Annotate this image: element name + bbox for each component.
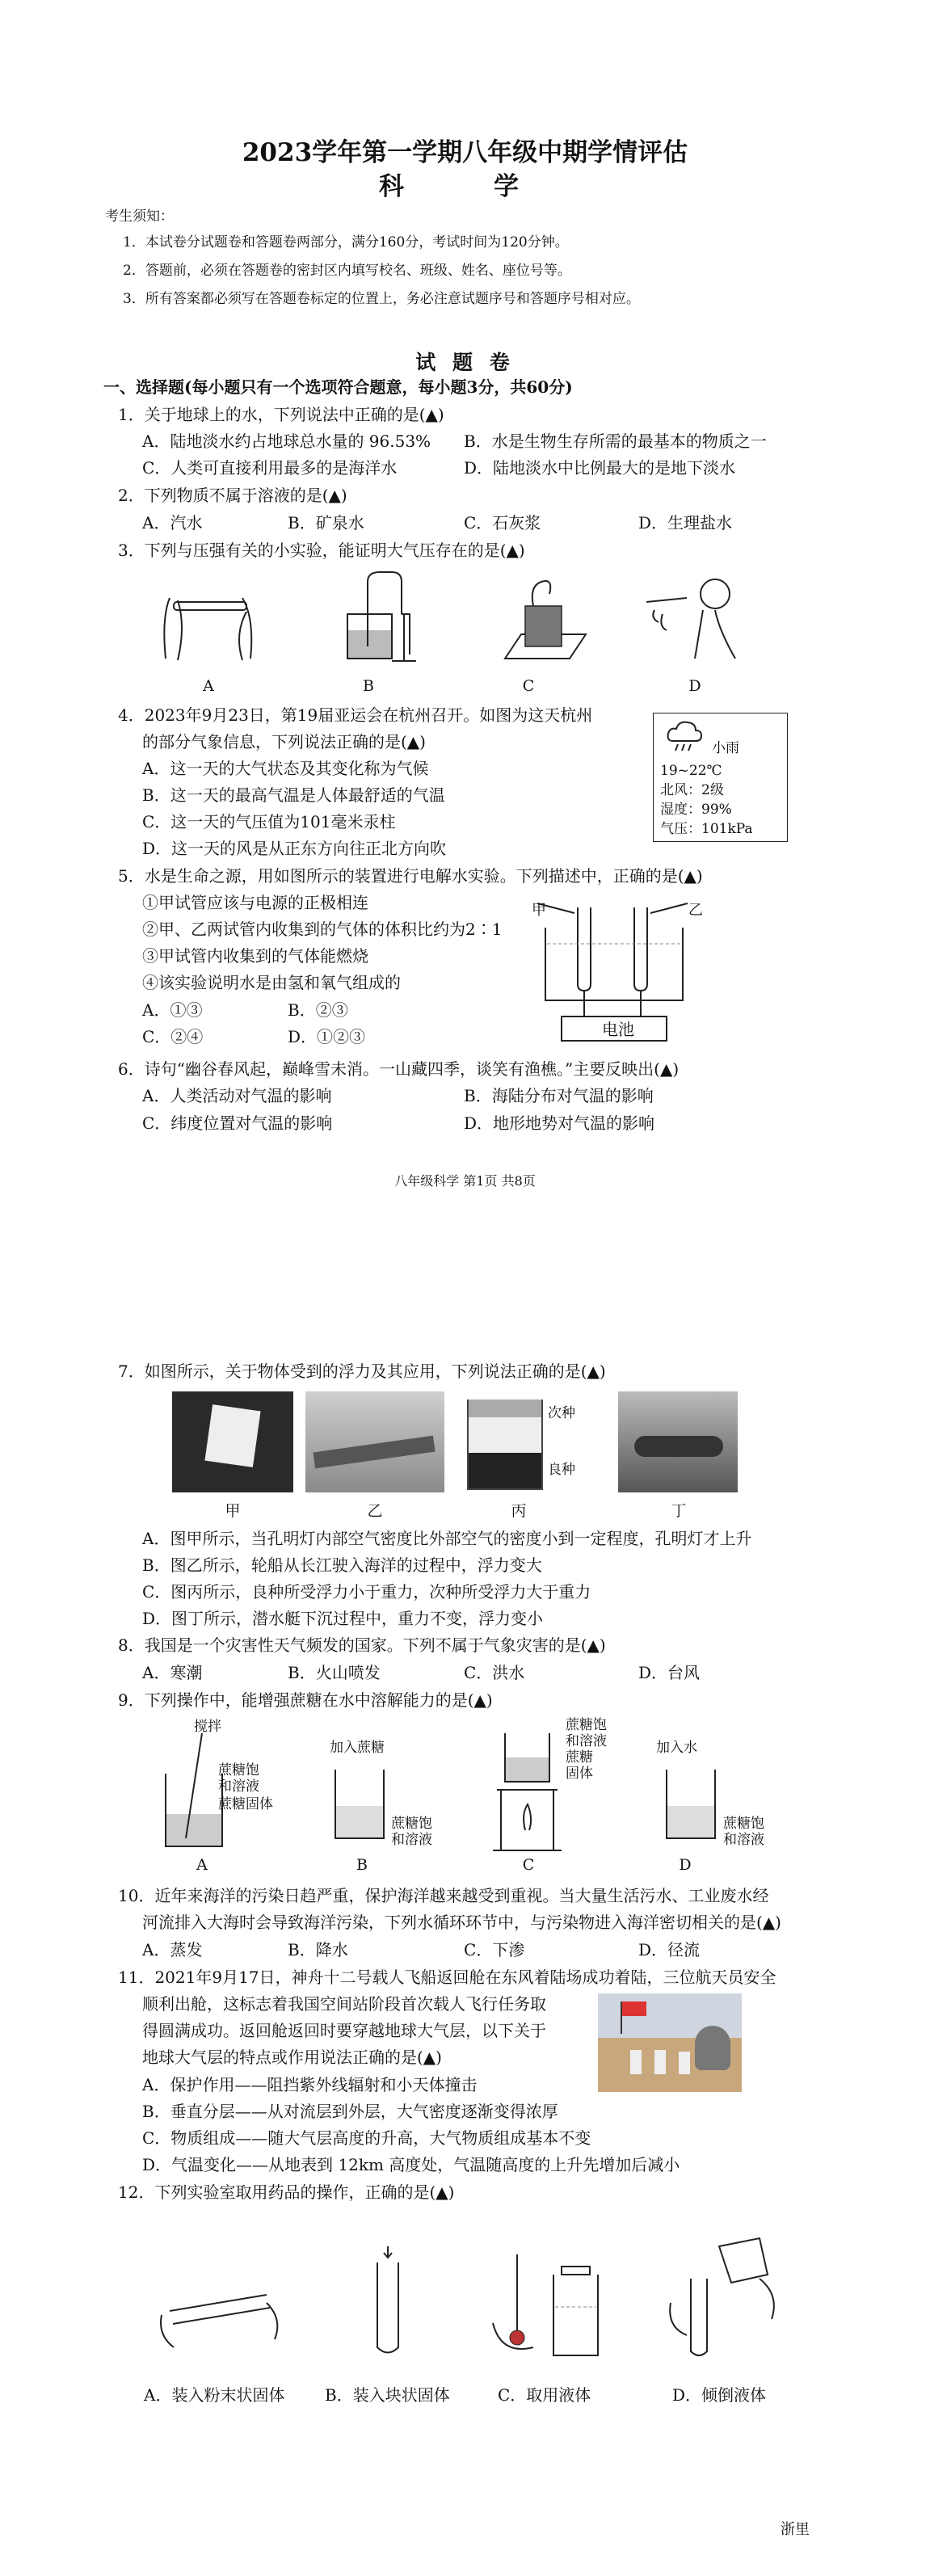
q4-option-a: A．这一天的大气状态及其变化称为气候 bbox=[142, 759, 429, 778]
page-footer: 八年级科学 第1页 共8页 bbox=[394, 1173, 536, 1189]
q5-stem: 5．水是生命之源，用如图所示的装置进行电解水实验。下列描述中，正确的是(▲) bbox=[118, 866, 703, 886]
q12-option-a: A．装入粉末状固体 bbox=[144, 2385, 285, 2405]
q7-photo-submarine bbox=[618, 1391, 738, 1492]
q2-stem: 2．下列物质不属于溶液的是(▲) bbox=[118, 486, 347, 505]
q1-option-d: D．陆地淡水中比例最大的是地下淡水 bbox=[464, 458, 736, 478]
q5-statement-4: ④该实验说明水是由氢和氧气组成的 bbox=[142, 973, 401, 992]
q7-label-ding: 丁 bbox=[671, 1502, 687, 1520]
q12-option-b: B．装入块状固体 bbox=[325, 2385, 450, 2405]
q10-option-d: D．径流 bbox=[638, 1940, 701, 1959]
q5-option-c: C．②④ bbox=[142, 1027, 204, 1046]
q7-photo-ship bbox=[305, 1391, 444, 1492]
q5-statement-3: ③甲试管内收集到的气体能燃烧 bbox=[142, 946, 368, 966]
q11-landing-photo bbox=[598, 1993, 742, 2092]
q3-figure-b bbox=[335, 566, 424, 667]
q9-a-bottom: 蔗糖固体 bbox=[218, 1796, 273, 1812]
q12-figure-d bbox=[663, 2230, 784, 2368]
q11-option-c: C．物质组成——随大气层高度的升高，大气物质组成基本不变 bbox=[142, 2128, 591, 2148]
q6-option-d: D．地形地势对气温的影响 bbox=[464, 1113, 655, 1133]
q11-stem-2: 顺利出舱，这标志着我国空间站阶段首次载人飞行任务取 bbox=[142, 1994, 546, 2014]
q4-option-c: C．这一天的气压值为101毫米汞柱 bbox=[142, 812, 396, 831]
q12-figure-a bbox=[154, 2279, 283, 2359]
q6-option-a: A．人类活动对气温的影响 bbox=[142, 1086, 332, 1105]
q9-c-l1: 蔗糖饱 bbox=[566, 1717, 607, 1733]
q5-option-b: B．②③ bbox=[288, 1000, 348, 1020]
q5-option-d: D．①②③ bbox=[288, 1027, 366, 1046]
weather-pressure: 气压：101kPa bbox=[660, 821, 753, 837]
q3-figure-a bbox=[154, 570, 267, 667]
q2-option-c: C．石灰浆 bbox=[464, 513, 541, 532]
q10-option-c: C．下渗 bbox=[464, 1940, 525, 1959]
q3-figure-c bbox=[497, 570, 594, 667]
q11-option-a: A．保护作用——阻挡紫外线辐射和小天体撞击 bbox=[142, 2075, 478, 2094]
q12-figure-c bbox=[485, 2242, 606, 2363]
q9-figure-c bbox=[489, 1717, 570, 1858]
q9-b-mid: 蔗糖饱 bbox=[391, 1816, 432, 1832]
weather-desc: 小雨 bbox=[712, 740, 739, 756]
q9-c-l3: 蔗糖 bbox=[566, 1749, 593, 1766]
q9-figure-d bbox=[659, 1762, 723, 1850]
notice-title: 考生须知： bbox=[105, 208, 174, 225]
q11-stem-4: 地球大气层的特点或作用说法正确的是(▲) bbox=[142, 2048, 442, 2067]
q9-a-mid2: 和溶液 bbox=[218, 1778, 259, 1795]
q9-label-a: A bbox=[196, 1856, 208, 1874]
q9-d-mid: 蔗糖饱 bbox=[723, 1816, 764, 1832]
q7-label-yi: 乙 bbox=[367, 1502, 383, 1520]
q4-option-b: B．这一天的最高气温是人体最舒适的气温 bbox=[142, 785, 445, 805]
q2-option-d: D．生理盐水 bbox=[638, 513, 733, 532]
exam-title: 2023学年第一学期八年级中期学情评估 bbox=[242, 138, 688, 167]
q4-weather-card bbox=[653, 713, 788, 842]
q4-option-d: D．这一天的风是从正东方向往正北方向吹 bbox=[142, 839, 447, 858]
q7-option-b: B．图乙所示，轮船从长江驶入海洋的过程中，浮力变大 bbox=[142, 1555, 542, 1575]
weather-humidity: 湿度：99% bbox=[660, 802, 732, 818]
q3-label-d: D bbox=[688, 677, 701, 695]
q12-option-c: C．取用液体 bbox=[498, 2385, 591, 2405]
q9-b-top: 加入蔗糖 bbox=[330, 1740, 385, 1756]
q10-stem-2: 河流排入大海时会导致海洋污染，下列水循环环节中，与污染物进入海洋密切相关的是(▲) bbox=[142, 1913, 781, 1932]
q3-label-a: A bbox=[203, 677, 214, 695]
q9-label-c: C bbox=[522, 1856, 535, 1874]
q10-option-a: A．蒸发 bbox=[142, 1940, 203, 1959]
q4-stem-2: 的部分气象信息，下列说法正确的是(▲) bbox=[142, 732, 426, 751]
notice-3: 3．所有答案都必须写在答题卷标定的位置上，务必注意试题序号和答题序号相对应。 bbox=[123, 291, 640, 307]
paper-name: 试 题 卷 bbox=[415, 351, 515, 374]
q12-option-d: D．倾倒液体 bbox=[672, 2385, 767, 2405]
q7-seed-bottom-label: 良种 bbox=[548, 1462, 575, 1478]
q5-battery-label: 电池 bbox=[602, 1020, 634, 1039]
q8-stem: 8．我国是一个灾害性天气频发的国家。下列不属于气象灾害的是(▲) bbox=[118, 1635, 606, 1655]
q7-stem: 7．如图所示，关于物体受到的浮力及其应用，下列说法正确的是(▲) bbox=[118, 1362, 606, 1381]
q8-option-b: B．火山喷发 bbox=[288, 1663, 381, 1682]
q4-stem-1: 4．2023年9月23日，第19届亚运会在杭州召开。如图为这天杭州 bbox=[118, 705, 593, 725]
q12-figure-b bbox=[368, 2246, 408, 2359]
q2-option-b: B．矿泉水 bbox=[288, 513, 364, 532]
q7-seed-beaker bbox=[457, 1391, 596, 1492]
q5-label-left: 甲 bbox=[532, 902, 546, 919]
q3-figure-d bbox=[638, 566, 751, 667]
watermark: 浙里 bbox=[781, 2521, 810, 2538]
q10-option-b: B．降水 bbox=[288, 1940, 348, 1959]
q8-option-c: C．洪水 bbox=[464, 1663, 525, 1682]
q7-label-jia: 甲 bbox=[225, 1502, 241, 1520]
q5-option-a: A．①③ bbox=[142, 1000, 203, 1020]
q11-option-d: D．气温变化——从地表到 12km 高度处，气温随高度的上升先增加后减小 bbox=[142, 2155, 680, 2174]
q7-option-c: C．图丙所示，良种所受浮力小于重力，次种所受浮力大于重力 bbox=[142, 1582, 591, 1602]
q3-stem: 3．下列与压强有关的小实验，能证明大气压存在的是(▲) bbox=[118, 541, 525, 560]
q1-stem: 1．关于地球上的水，下列说法中正确的是(▲) bbox=[118, 405, 444, 424]
q5-statement-2: ②甲、乙两试管内收集到的气体的体积比约为2∶1 bbox=[142, 920, 503, 939]
q9-c-l4: 固体 bbox=[566, 1766, 593, 1782]
q8-option-a: A．寒潮 bbox=[142, 1663, 203, 1682]
q9-stem: 9．下列操作中，能增强蔗糖在水中溶解能力的是(▲) bbox=[118, 1690, 493, 1710]
q6-option-c: C．纬度位置对气温的影响 bbox=[142, 1113, 333, 1133]
q5-statement-1: ①甲试管应该与电源的正极相连 bbox=[142, 893, 368, 912]
q1-option-c: C．人类可直接利用最多的是海洋水 bbox=[142, 458, 398, 478]
notice-2: 2．答题前，必须在答题卷的密封区内填写校名、班级、姓名、座位号等。 bbox=[123, 263, 571, 279]
q11-stem-1: 11．2021年9月17日，神舟十二号载人飞船返回舱在东风着陆场成功着陆，三位航天员安全 bbox=[118, 1968, 776, 1987]
q9-figure-b bbox=[327, 1762, 392, 1850]
q9-d-top: 加入水 bbox=[656, 1740, 697, 1756]
q11-stem-3: 得圆满成功。返回舱返回时要穿越地球大气层，以下关于 bbox=[142, 2021, 546, 2040]
q1-option-a: A．陆地淡水约占地球总水量的 96.53% bbox=[142, 431, 431, 451]
q3-label-b: B bbox=[363, 677, 374, 695]
notice-1: 1．本试卷分试题卷和答题卷两部分，满分160分，考试时间为120分钟。 bbox=[123, 234, 569, 250]
q9-a-top: 搅拌 bbox=[194, 1719, 221, 1735]
subject-title: 科 学 bbox=[379, 172, 551, 201]
q1-option-b: B．水是生物生存所需的最基本的物质之一 bbox=[464, 431, 767, 451]
q9-d-mid2: 和溶液 bbox=[723, 1832, 764, 1848]
q9-a-mid: 蔗糖饱 bbox=[218, 1762, 259, 1778]
weather-wind: 北风：2级 bbox=[660, 782, 724, 798]
weather-temp: 19~22℃ bbox=[660, 763, 722, 779]
q7-option-a: A．图甲所示，当孔明灯内部空气密度比外部空气的密度小到一定程度，孔明灯才上升 bbox=[142, 1529, 752, 1548]
q7-option-d: D．图丁所示，潜水艇下沉过程中，重力不变，浮力变小 bbox=[142, 1609, 544, 1628]
q8-option-d: D．台风 bbox=[638, 1663, 701, 1682]
q6-stem: 6．诗句“幽谷春风起，巅峰雪未消。一山藏四季，谈笑有渔樵。”主要反映出(▲) bbox=[118, 1059, 680, 1079]
rain-cloud-icon bbox=[665, 718, 705, 754]
q9-label-d: D bbox=[679, 1856, 692, 1874]
q7-photo-lantern bbox=[172, 1391, 293, 1492]
q7-seed-top-label: 次种 bbox=[548, 1405, 575, 1421]
q6-option-b: B．海陆分布对气温的影响 bbox=[464, 1086, 654, 1105]
q9-b-mid2: 和溶液 bbox=[391, 1832, 432, 1848]
q9-c-l2: 和溶液 bbox=[566, 1733, 607, 1749]
q2-option-a: A．汽水 bbox=[142, 513, 203, 532]
q9-label-b: B bbox=[356, 1856, 368, 1874]
q7-label-bing: 丙 bbox=[511, 1502, 527, 1520]
section-1-title: 一、选择题(每小题只有一个选项符合题意，每小题3分，共60分) bbox=[103, 377, 573, 397]
q11-option-b: B．垂直分层——从对流层到外层，大气密度逐渐变得浓厚 bbox=[142, 2102, 558, 2121]
q10-stem-1: 10．近年来海洋的污染日趋严重，保护海洋越来越受到重视。当大量生活污水、工业废水经 bbox=[118, 1886, 769, 1905]
q5-label-right: 乙 bbox=[688, 902, 703, 919]
q12-stem: 12．下列实验室取用药品的操作，正确的是(▲) bbox=[118, 2182, 455, 2202]
q3-label-c: C bbox=[522, 677, 535, 695]
